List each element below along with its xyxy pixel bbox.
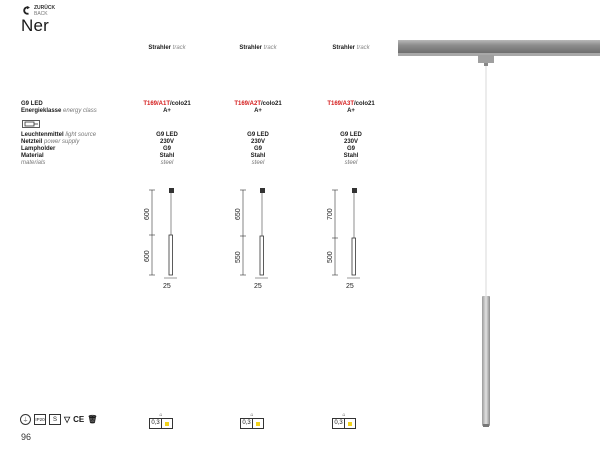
light-source-1: G9 LED: [156, 132, 178, 138]
lamp-icon: [22, 120, 40, 128]
energy-bulb-icon: ⌂: [342, 412, 346, 418]
material-en-2: steel: [251, 160, 265, 166]
energy-label-3: [329, 412, 359, 429]
back-label-de: ZURÜCK: [34, 5, 56, 11]
certification-row: [20, 414, 97, 425]
energy-label-1: [146, 412, 176, 429]
weee-bin-icon: 🗑: [87, 415, 98, 424]
column-head-3: Strahler track: [332, 45, 370, 51]
track-adapter: [478, 55, 494, 63]
energy-value-3: 0,3: [334, 420, 343, 426]
label-g9-led: G9 LED: [21, 101, 43, 107]
material-2: Stahl: [250, 153, 266, 159]
lampholder-3: G9: [346, 146, 355, 152]
lampholder-2: G9: [253, 146, 262, 152]
dim-top-3: 700: [327, 208, 334, 220]
energy-class-3: A+: [347, 108, 355, 114]
energy-class-2: A+: [254, 108, 262, 114]
dim-width-1: 25: [163, 283, 171, 290]
dim-top-1: 600: [144, 208, 151, 220]
material-en-3: steel: [344, 160, 358, 166]
power-supply-1: 230V: [159, 139, 174, 145]
label-materials-en: materials: [21, 160, 46, 166]
ce-mark: CE: [73, 415, 85, 424]
label-energy-class: Energieklasse energy class: [21, 108, 97, 114]
energy-bulb-icon: ⌂: [250, 412, 254, 418]
back-arrow-icon: [22, 6, 31, 15]
lampholder-1: G9: [162, 146, 171, 152]
page-number: 96: [21, 432, 32, 442]
technical-drawing-2: [221, 180, 301, 295]
column-head-1: Strahler track: [148, 45, 186, 51]
back-label-en: BACK: [34, 10, 48, 17]
label-light-source: Leuchtenmittel light source: [21, 132, 97, 138]
dim-bottom-2: 550: [235, 251, 242, 263]
page-title: Ner: [21, 16, 49, 35]
power-supply-3: 230V: [343, 139, 358, 145]
label-material: Material: [21, 153, 44, 159]
energy-label-2: [237, 412, 267, 429]
dim-width-2: 25: [254, 283, 262, 290]
product-code-3: T169/A3T/colo21: [327, 101, 375, 107]
dim-width-3: 25: [346, 283, 354, 290]
light-source-3: G9 LED: [340, 132, 362, 138]
product-code-1: T169/A1T/colo21: [143, 101, 191, 107]
pendant-tube: [482, 296, 490, 426]
triangle-mark-icon: ▽: [64, 415, 71, 424]
material-1: Stahl: [159, 153, 175, 159]
label-power-supply: Netzteil power supply: [21, 139, 80, 145]
ground-icon: ⏚: [20, 414, 31, 425]
ip20-badge: IP20: [34, 414, 46, 425]
column-head-2: Strahler track: [239, 45, 277, 51]
product-photo: [398, 0, 600, 452]
energy-class-1: A+: [163, 108, 171, 114]
material-3: Stahl: [343, 153, 359, 159]
dim-top-2: 650: [235, 208, 242, 220]
s-badge: S: [49, 414, 61, 425]
energy-value-2: 0,3: [242, 420, 251, 426]
dim-bottom-1: 600: [144, 250, 151, 262]
light-source-2: G9 LED: [247, 132, 269, 138]
technical-drawing-1: [130, 180, 210, 295]
power-supply-2: 230V: [250, 139, 265, 145]
label-lampholder: Lampholder: [21, 146, 56, 152]
technical-drawing-3: [313, 180, 393, 295]
dim-bottom-3: 500: [327, 251, 334, 263]
track-rail: [398, 40, 600, 53]
energy-bulb-icon: ⌂: [159, 412, 163, 418]
product-code-2: T169/A2T/colo21: [234, 101, 282, 107]
material-en-1: steel: [160, 160, 174, 166]
energy-value-1: 0,3: [151, 420, 160, 426]
